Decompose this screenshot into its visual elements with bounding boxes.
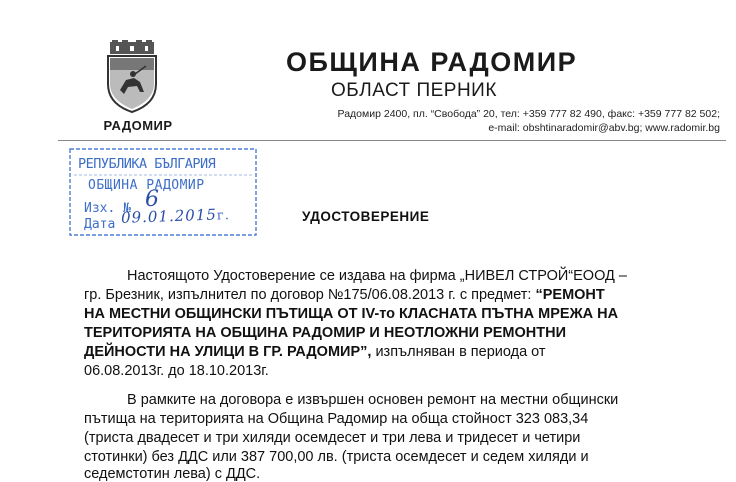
stamp-date-label: Дата — [84, 217, 116, 232]
document-title: УДОСТОВЕРЕНИЕ — [302, 209, 430, 224]
p2-line-1: В рамките на договора е извършен основен ремонт на местни общински — [127, 392, 619, 408]
p1-line-6: 06.08.2013г. до 18.10.2013г. — [84, 363, 269, 379]
p2-line-5: седемстотин лева) с ДДС. — [84, 466, 261, 482]
p1-line-3: НА МЕСТНИ ОБЩИНСКИ ПЪТИЩА ОТ IV-то КЛАСНАТА ПЪТНА МРЕЖА НА — [84, 306, 619, 322]
contact-email-web: e-mail: obshtinaradomir@abv.bg; www.radomir.bg — [488, 122, 720, 134]
contact-address: Радомир 2400, пл. “Свобода” 20, тел: +359 777 82 490, факс: +359 777 82 502; — [337, 108, 720, 120]
stamp-republic: РЕПУБЛИКА БЪЛГАРИЯ — [78, 156, 216, 172]
stamp-date — [121, 205, 230, 227]
coat-of-arms-icon — [104, 40, 160, 114]
p1-line-5-text: изпълняван в периода от — [375, 344, 546, 360]
p1-line-2-bold: “РЕМОНТ — [535, 287, 605, 303]
header-divider — [58, 140, 726, 141]
stamp-number: 6 — [145, 187, 159, 212]
stamp-date-value: 09.01.2015 — [120, 205, 218, 227]
p1-line-2 — [84, 287, 605, 303]
crest-town-label: РАДОМИР — [103, 118, 173, 133]
region-name: ОБЛАСТ ПЕРНИК — [331, 80, 497, 101]
p1-line-5 — [84, 344, 546, 360]
p1-line-2-text: гр. Брезник, изпълнител по договор №175/06.08.2013 г. с предмет: — [84, 287, 532, 303]
p2-line-3: (триста двадесет и три хиляди осемдесет и три лева и тридесет и четири — [84, 430, 581, 446]
p1-line-5-bold: ДЕЙНОСТИ НА УЛИЦИ В ГР. РАДОМИР”, — [84, 344, 372, 360]
registration-stamp — [68, 147, 258, 237]
p2-line-2: пътища на територията на Община Радомир на обща стойност 323 083,34 — [84, 411, 589, 427]
p1-line-1: Настоящото Удостоверение се издава на фирма „НИВЕЛ СТРОЙ“ЕООД – — [127, 268, 627, 284]
stamp-outgoing-number-label: Изх. № — [84, 201, 131, 216]
stamp-municipality: ОБЩИНА РАДОМИР — [88, 178, 205, 193]
p2-line-4: стотинки) без ДДС или 387 700,00 лв. (триста осемдесет и седем хиляди и — [84, 449, 589, 465]
municipality-name: ОБЩИНА РАДОМИР — [286, 47, 578, 77]
stamp-date-suffix: г. — [216, 208, 231, 224]
p1-line-4: ТЕРИТОРИЯТА НА ОБЩИНА РАДОМИР И НЕОТЛОЖНИ РЕМОНТНИ — [84, 325, 566, 341]
